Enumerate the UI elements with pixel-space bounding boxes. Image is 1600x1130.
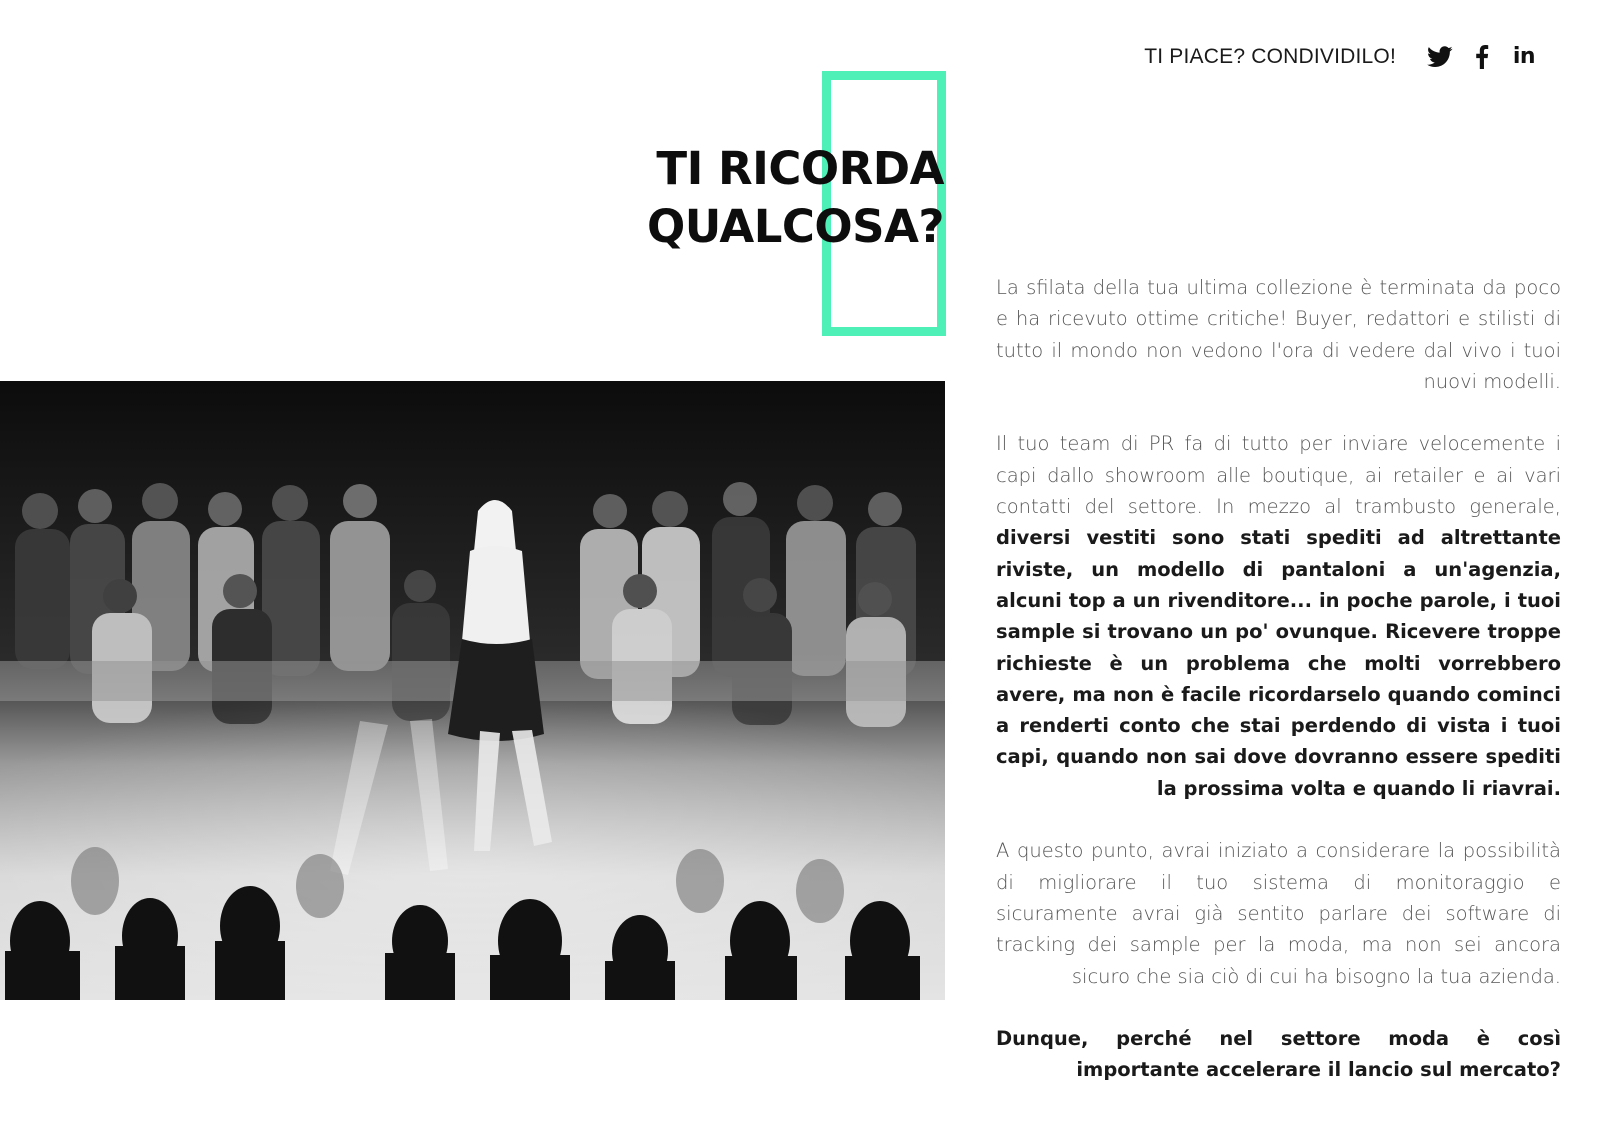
article-paragraph-3: A questo punto, avrai iniziato a considerare la possibilità di migliorare il tuo sistema di monitoraggio e sicuramente avrai già sentito parlare dei software di tracking dei sample per la moda, ma non sei ancora sicuro che sia ciò di cui ha bisogno la tua azienda. xyxy=(996,839,1561,988)
page-title xyxy=(647,140,944,256)
linkedin-icon[interactable] xyxy=(1510,43,1538,71)
share-label: TI PIACE? CONDIVIDILO! xyxy=(1144,45,1396,68)
article-paragraph-2-highlight: diversi vestiti sono stati spediti ad altrettante riviste, un modello di pantaloni a un'agenzia, alcuni top a un rivenditore... in poche parole, i tuoi sample si trovano un po' ovunque. Ricevere troppe richieste è un problema che molti vorrebbero avere, ma non è facile ricordarselo quando cominci a renderti conto che stai perdendo di vista i tuoi capi, quando non sai dove dovranno essere spediti la prossima volta e quando li riavrai. xyxy=(996,526,1561,800)
linkedin-glyph: in xyxy=(1512,44,1536,69)
runway-show-photo xyxy=(0,381,945,1000)
article-paragraph-2-intro: Il tuo team di PR fa di tutto per inviare velocemente i capi dallo showroom alle boutique, ai retailer e ai vari contatti del settore. In mezzo al trambusto generale, xyxy=(996,432,1561,519)
article-closing-question: Dunque, perché nel settore moda è così importante accelerare il lancio sul mercato? xyxy=(996,1027,1561,1082)
article-body xyxy=(996,272,1561,1117)
twitter-icon[interactable] xyxy=(1426,43,1454,71)
page-title-line-2: QUALCOSA? xyxy=(646,200,944,253)
share-bar xyxy=(1144,40,1538,74)
article-paragraph-1: La sfilata della tua ultima collezione è terminata da poco e ha ricevuto ottime critiche! Buyer, redattori e stilisti di tutto il mondo non vedono l'ora di vedere dal vivo i tuoi nuovi modelli. xyxy=(996,276,1561,393)
facebook-icon[interactable] xyxy=(1468,43,1496,71)
article-paragraph-2 xyxy=(996,428,1561,804)
page-title-line-1: TI RICORDA xyxy=(656,142,944,195)
